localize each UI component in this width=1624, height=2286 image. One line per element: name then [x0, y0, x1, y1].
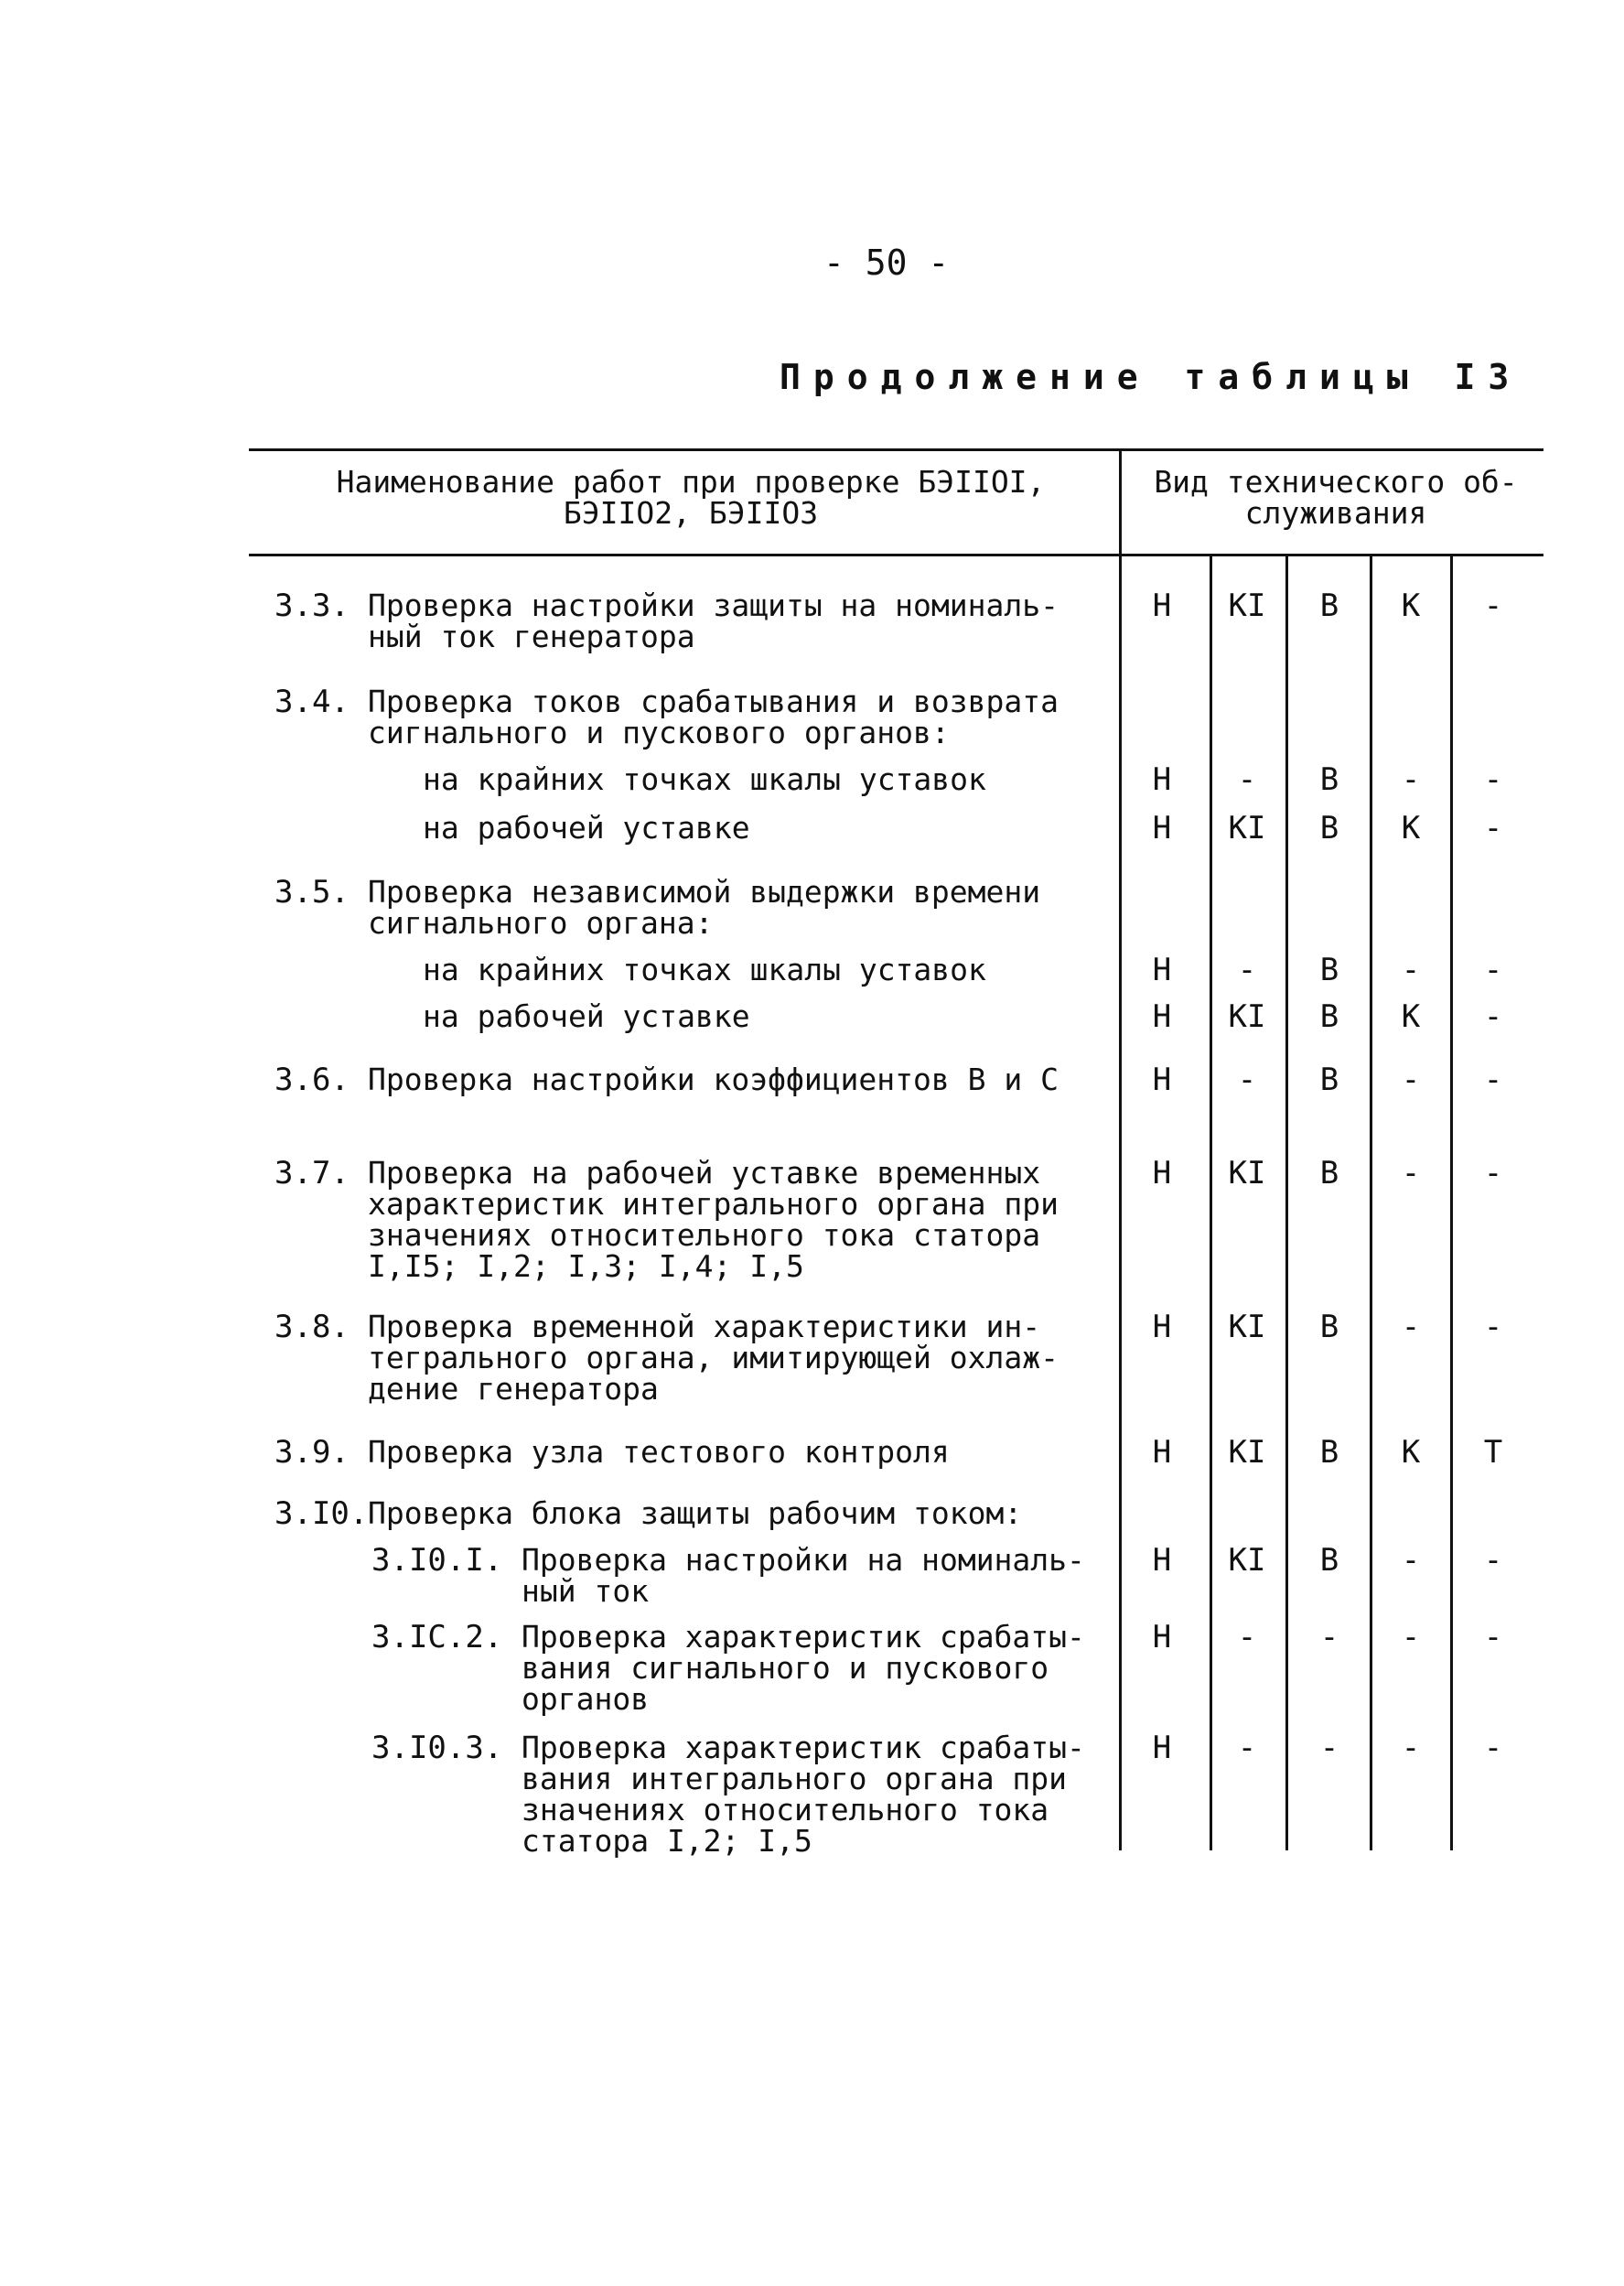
cell-col4: -: [1401, 952, 1421, 988]
cell-col5: -: [1483, 1542, 1503, 1579]
cell-col2: КI: [1228, 1155, 1266, 1192]
column-divider-2: [1285, 555, 1288, 1850]
cell-col1: Н: [1152, 1542, 1172, 1579]
cell-col3: В: [1319, 1062, 1339, 1098]
item-description: Проверка характеристик срабаты- вания сигнального и пускового органов: [522, 1619, 1085, 1717]
cell-col5: -: [1483, 998, 1503, 1035]
cell-col4: -: [1401, 1730, 1421, 1766]
header-works: Наименование работ при проверке БЭIIOI, БЭIIO2, БЭIIO3: [336, 464, 1046, 531]
item-number: 3.I0.3.: [371, 1730, 503, 1766]
item-number: 3.I0.: [274, 1495, 369, 1532]
cell-col1: Н: [1152, 998, 1172, 1035]
item-description: Проверка настройки защиты на номиналь- ный ток генератора: [368, 588, 1059, 654]
cell-col3: В: [1319, 952, 1339, 988]
cell-col3: В: [1319, 761, 1339, 798]
cell-col3: В: [1319, 998, 1339, 1035]
cell-col3: В: [1319, 1434, 1339, 1471]
cell-col1: Н: [1152, 1619, 1172, 1655]
cell-col5: Т: [1483, 1434, 1503, 1471]
cell-col2: -: [1237, 1730, 1257, 1766]
cell-col2: КI: [1228, 998, 1266, 1035]
item-number: 3.8.: [274, 1309, 350, 1345]
cell-col2: -: [1237, 1062, 1257, 1098]
item-number: 3.3.: [274, 588, 350, 624]
cell-col1: Н: [1152, 1309, 1172, 1345]
cell-col5: -: [1483, 1062, 1503, 1098]
cell-col3: В: [1319, 588, 1339, 624]
cell-col2: -: [1237, 1619, 1257, 1655]
item-description: Проверка блока защиты рабочим током:: [368, 1495, 1023, 1531]
cell-col2: КI: [1228, 810, 1266, 846]
cell-col2: КI: [1228, 588, 1266, 624]
table-top-rule: [249, 448, 1543, 451]
continuation-title: Продолжение таблицы I3: [780, 357, 1522, 397]
cell-col4: К: [1401, 1434, 1421, 1471]
item-number: 3.5.: [274, 874, 350, 911]
item-number: 3.I0.I.: [371, 1542, 503, 1579]
cell-col5: -: [1483, 1155, 1503, 1192]
item-description: Проверка настройки на номиналь- ный ток: [522, 1542, 1085, 1609]
item-description: Проверка характеристик срабаты- вания интегрального органа при значениях относительного тока статора I,2; I,5: [522, 1730, 1085, 1859]
cell-col5: -: [1483, 810, 1503, 846]
column-divider-1: [1210, 555, 1212, 1850]
cell-col5: -: [1483, 1309, 1503, 1345]
cell-col4: -: [1401, 1155, 1421, 1192]
cell-col5: -: [1483, 588, 1503, 624]
cell-col4: -: [1401, 1542, 1421, 1579]
cell-col3: -: [1319, 1730, 1339, 1766]
item-subdescription: на крайних точках шкалы уставок: [423, 761, 986, 797]
cell-col3: -: [1319, 1619, 1339, 1655]
cell-col1: Н: [1152, 810, 1172, 846]
column-divider-main: [1119, 450, 1122, 1850]
cell-col5: -: [1483, 1619, 1503, 1655]
header-maintenance-type: Вид технического об- служивания: [1154, 464, 1518, 531]
item-description: Проверка настройки коэффициентов В и С: [368, 1062, 1059, 1097]
cell-col4: -: [1401, 761, 1421, 798]
page-number: - 50 -: [823, 243, 950, 283]
cell-col5: -: [1483, 1730, 1503, 1766]
cell-col3: В: [1319, 810, 1339, 846]
column-divider-4: [1450, 555, 1453, 1850]
cell-col2: КI: [1228, 1309, 1266, 1345]
item-description: Проверка независимой выдержки времени сигнального органа:: [368, 874, 1041, 941]
cell-col4: К: [1401, 810, 1421, 846]
item-number: 3.IC.2.: [371, 1619, 503, 1655]
table-header-rule: [249, 554, 1543, 556]
cell-col2: -: [1237, 761, 1257, 798]
cell-col1: Н: [1152, 761, 1172, 798]
cell-col1: Н: [1152, 1434, 1172, 1471]
column-divider-3: [1370, 555, 1372, 1850]
cell-col1: Н: [1152, 1730, 1172, 1766]
cell-col3: В: [1319, 1542, 1339, 1579]
item-subdescription: на рабочей уставке: [423, 810, 750, 846]
item-number: 3.9.: [274, 1434, 350, 1471]
cell-col4: -: [1401, 1309, 1421, 1345]
cell-col3: В: [1319, 1309, 1339, 1345]
cell-col4: К: [1401, 588, 1421, 624]
item-description: Проверка узла тестового контроля: [368, 1434, 950, 1470]
item-number: 3.6.: [274, 1062, 350, 1098]
cell-col5: -: [1483, 761, 1503, 798]
cell-col1: Н: [1152, 1155, 1172, 1192]
cell-col3: В: [1319, 1155, 1339, 1192]
cell-col2: КI: [1228, 1434, 1266, 1471]
item-subdescription: на крайних точках шкалы уставок: [423, 952, 986, 987]
cell-col4: К: [1401, 998, 1421, 1035]
item-subdescription: на рабочей уставке: [423, 998, 750, 1034]
item-number: 3.7.: [274, 1155, 350, 1192]
cell-col4: -: [1401, 1619, 1421, 1655]
cell-col1: Н: [1152, 952, 1172, 988]
cell-col4: -: [1401, 1062, 1421, 1098]
item-description: Проверка токов срабатывания и возврата сигнального и пускового органов:: [368, 684, 1059, 750]
cell-col2: -: [1237, 952, 1257, 988]
item-number: 3.4.: [274, 684, 350, 720]
cell-col1: Н: [1152, 1062, 1172, 1098]
item-description: Проверка временной характеристики ин- тегрального органа, имитирующей охлаж- дение генератора: [368, 1309, 1059, 1407]
cell-col1: Н: [1152, 588, 1172, 624]
cell-col5: -: [1483, 952, 1503, 988]
cell-col2: КI: [1228, 1542, 1266, 1579]
item-description: Проверка на рабочей уставке временных характеристик интегрального органа при значениях относительного тока статора I,I5; I,2; I,3; I,4; I,5: [368, 1155, 1059, 1284]
